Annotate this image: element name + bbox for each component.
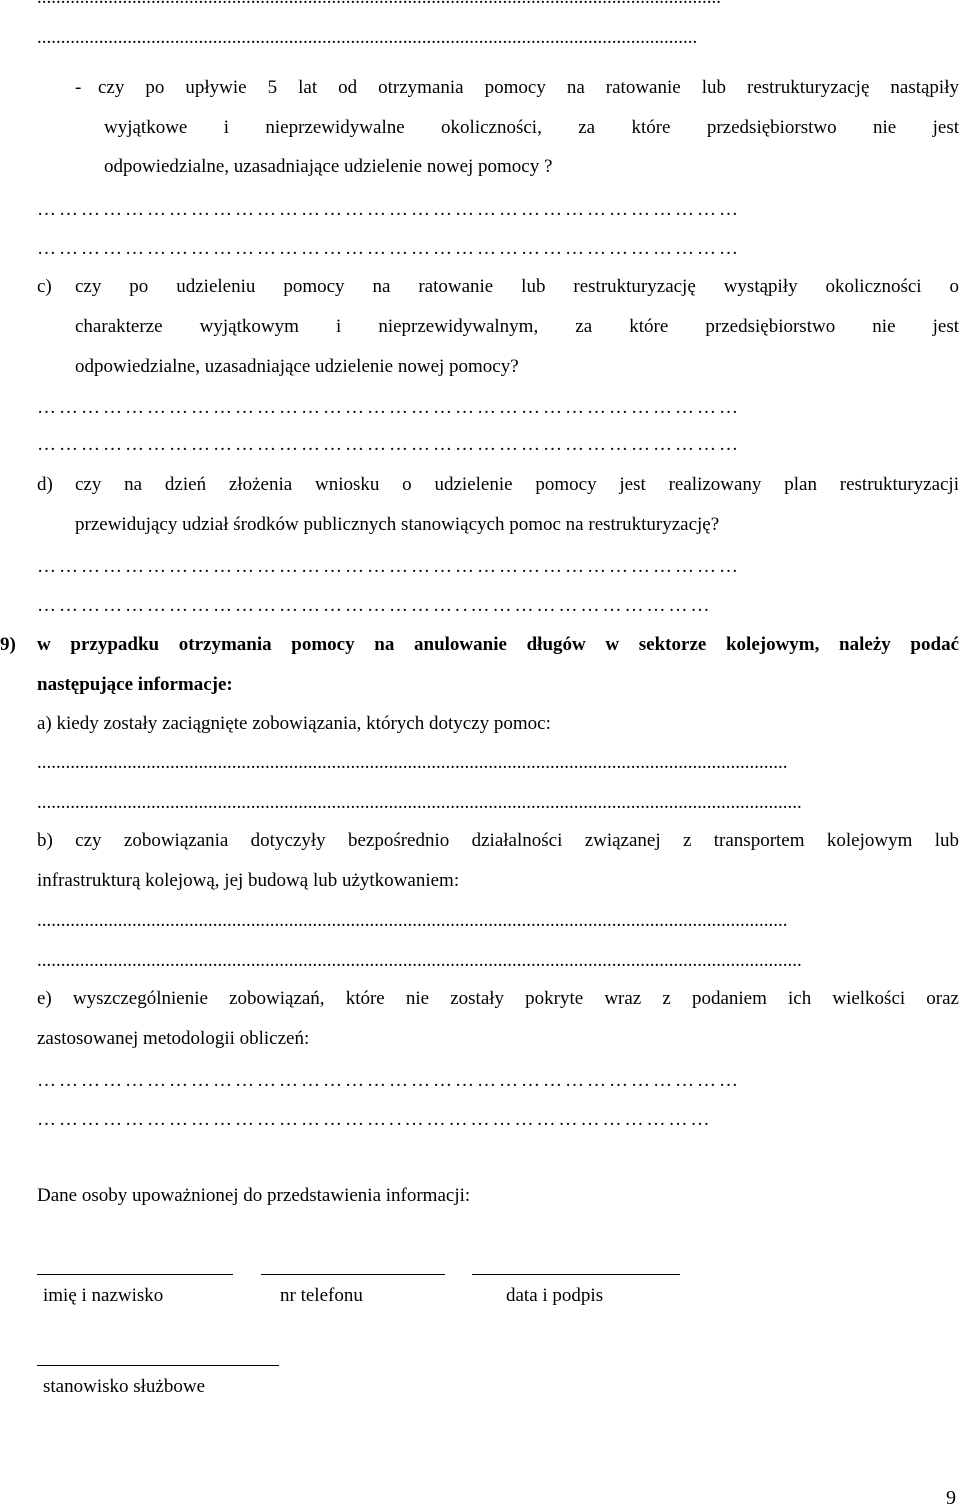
sub-question-e: e) wyszczególnienie zobowiązań, które nie zostały pokryte wraz z podaniem ich wielkości oraz bbox=[37, 988, 959, 1009]
signature-heading: Dane osoby upoważnionej do przedstawienia informacji: bbox=[37, 1185, 471, 1206]
answer-line: …………………………………………..…………………………………… bbox=[37, 1109, 713, 1130]
answer-line: ................................................................................................................................................................. bbox=[37, 792, 802, 813]
answer-line: …………………………………………………………………………………… bbox=[37, 199, 741, 220]
question-line: przewidujący udział środków publicznych stanowiących pomoc na restrukturyzację? bbox=[75, 514, 720, 535]
signature-line-position bbox=[37, 1365, 279, 1366]
answer-line: …………………………………………………………………………………… bbox=[37, 397, 741, 418]
question-line: czy na dzień złożenia wniosku o udzielenie pomocy jest realizowany plan restrukturyzacji bbox=[75, 474, 959, 495]
item-marker: - bbox=[75, 77, 82, 98]
sub-question-a: a) kiedy zostały zaciągnięte zobowiązania, których dotyczy pomoc: bbox=[37, 713, 551, 734]
field-label-name: imię i nazwisko bbox=[43, 1285, 164, 1306]
answer-line: …………………………………………………..…………………………… bbox=[37, 595, 713, 616]
signature-line-name bbox=[37, 1274, 233, 1275]
section-heading: następujące informacje: bbox=[37, 674, 233, 695]
question-line: wyjątkowe i nieprzewidywalne okoliczności, za które przedsiębiorstwo nie jest bbox=[104, 117, 959, 138]
sub-question-b: b) czy zobowiązania dotyczyły bezpośrednio działalności związanej z transportem kolejowym lub bbox=[37, 830, 959, 851]
item-marker: c) bbox=[37, 276, 52, 297]
field-label-date: data i podpis bbox=[506, 1285, 604, 1306]
question-line: czy po udzieleniu pomocy na ratowanie lub restrukturyzację wystąpiły okoliczności o bbox=[75, 276, 959, 297]
answer-line: …………………………………………………………………………………… bbox=[37, 1070, 741, 1091]
answer-line: .............................................................................................................................................................. bbox=[37, 910, 788, 931]
question-line: charakterze wyjątkowym i nieprzewidywalnym, za które przedsiębiorstwo nie jest bbox=[75, 316, 959, 337]
answer-line: …………………………………………………………………………………… bbox=[37, 434, 741, 455]
field-label-phone: nr telefonu bbox=[280, 1285, 363, 1306]
sub-question-b: infrastrukturą kolejową, jej budową lub użytkowaniem: bbox=[37, 870, 460, 891]
answer-line: .............................................................................................................................................................. bbox=[37, 752, 788, 773]
question-line: odpowiedzialne, uzasadniające udzielenie nowej pomocy? bbox=[75, 356, 519, 377]
section-heading: w przypadku otrzymania pomocy na anulowanie długów w sektorze kolejowym, należy podać bbox=[37, 634, 959, 655]
item-marker: d) bbox=[37, 474, 53, 495]
signature-line-phone bbox=[261, 1274, 445, 1275]
question-line: czy po upływie 5 lat od otrzymania pomocy na ratowanie lub restrukturyzację nastąpiły bbox=[98, 77, 959, 98]
signature-line-date bbox=[472, 1274, 680, 1275]
field-label-position: stanowisko służbowe bbox=[43, 1376, 206, 1397]
section-number: 9) bbox=[0, 634, 16, 655]
sub-question-e: zastosowanej metodologii obliczeń: bbox=[37, 1028, 310, 1049]
answer-line: …………………………………………………………………………………… bbox=[37, 238, 741, 259]
answer-line: …………………………………………………………………………………… bbox=[37, 556, 741, 577]
dotted-line: ........................................................................................................................................... bbox=[37, 27, 698, 48]
dotted-line bbox=[37, 0, 958, 10]
question-line: odpowiedzialne, uzasadniające udzielenie nowej pomocy ? bbox=[104, 156, 553, 177]
page-number: 9 bbox=[946, 1487, 956, 1509]
answer-line: ................................................................................................................................................................. bbox=[37, 950, 802, 971]
